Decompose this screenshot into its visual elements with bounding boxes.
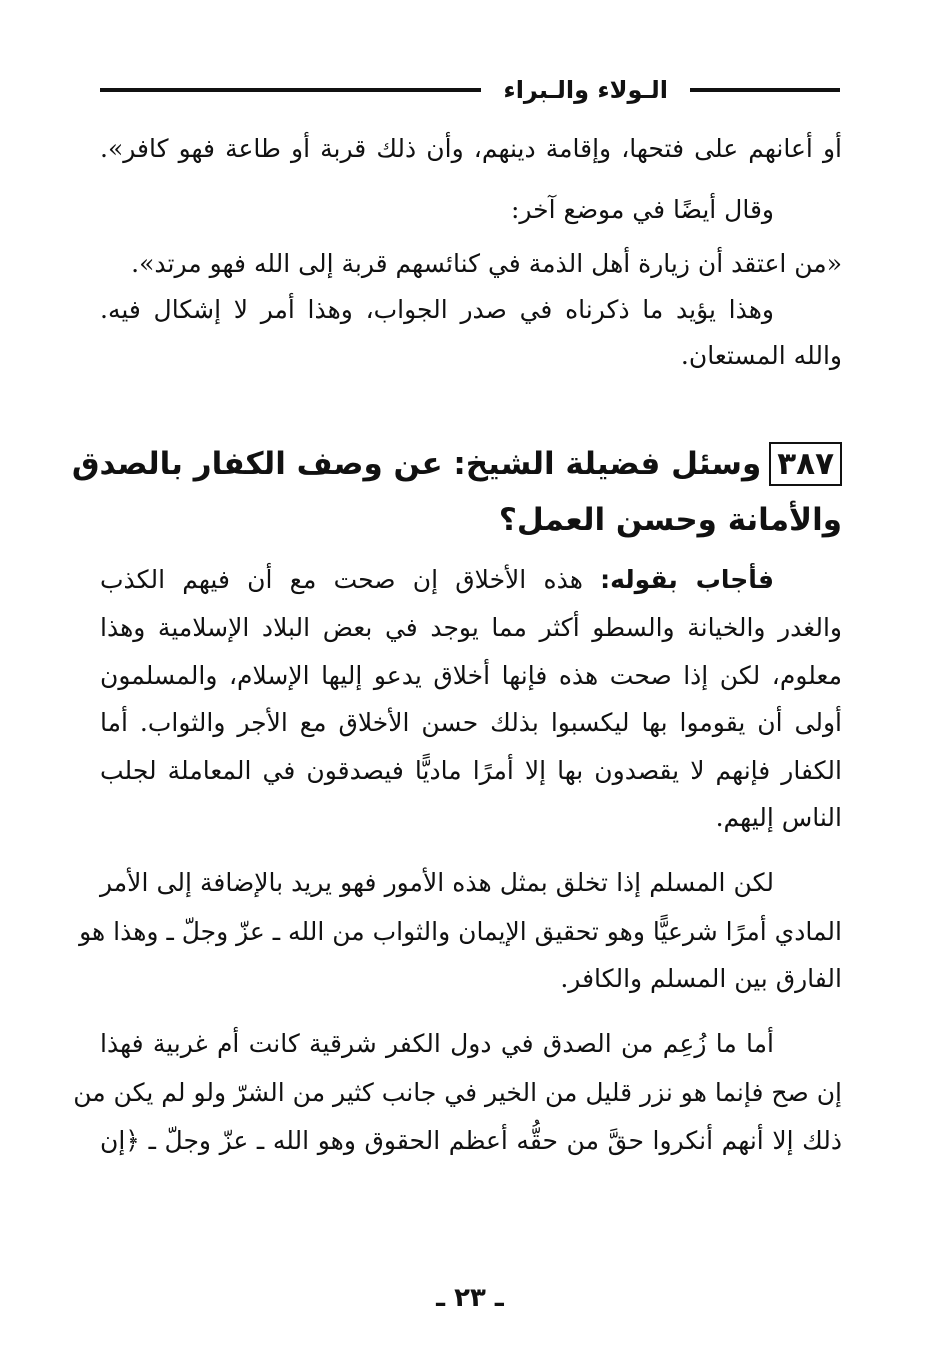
running-header: [100, 70, 840, 110]
page-number: ـ ٢٣ ـ: [436, 1283, 504, 1313]
question-heading-line-1: [71, 438, 842, 490]
paragraph2-line-2: المادي أمرًا شرعيًّا وهو تحقيق الإيمان والثواب من الله ـ عزّ وجلّ ـ وهذا هو: [79, 917, 842, 946]
intro-line-4: وهذا يؤيد ما ذكرناه في صدر الجواب، وهذا أمر لا إشكال فيه.: [100, 295, 774, 324]
answer-line-3: معلوم، لكن إذا صحت هذه فإنها أخلاق يدعو إليها الإسلام، والمسلمون: [100, 661, 842, 690]
answer-line-5: الكفار فإنهم لا يقصدون بها إلا أمرًا ماديًّا فيصدقون في المعاملة لجلب: [100, 756, 842, 785]
header-rule-left: [100, 88, 481, 92]
answer-line-4: أولى أن يقوموا بها ليكسبوا بذلك حسن الأخلاق مع الأجر والثواب. أما: [100, 708, 842, 737]
paragraph3-line-1: أما ما زُعِم من الصدق في دول الكفر شرقية كانت أم غربية فهذا: [100, 1029, 774, 1058]
answer-label: فأجاب بقوله:: [600, 565, 774, 594]
paragraph3-line-3: ذلك إلا أنهم أنكروا حقَّ من حقُّه أعظم الحقوق وهو الله ـ عزّ وجلّ ـ ﴿إن: [100, 1126, 842, 1155]
header-rule-right: [690, 88, 840, 92]
paragraph3-line-2: إن صح فإنما هو نزر قليل من الخير في جانب كثير من الشرّ ولو لم يكن من: [73, 1078, 842, 1107]
answer-line-1: [100, 558, 842, 602]
question-number: ٣٨٧: [769, 442, 842, 486]
question-text-line-1: وسئل فضيلة الشيخ: عن وصف الكفار بالصدق: [71, 446, 762, 482]
paragraph2-line-1: لكن المسلم إذا تخلق بمثل هذه الأمور فهو يريد بالإضافة إلى الأمر: [100, 868, 774, 897]
intro-line-1: أو أعانهم على فتحها، وإقامة دينهم، وأن ذلك قربة أو طاعة فهو كافر».: [100, 134, 842, 163]
paragraph2-line-3: الفارق بين المسلم والكافر.: [560, 964, 842, 993]
intro-line-2: وقال أيضًا في موضع آخر:: [510, 195, 774, 224]
answer-first-line-text: هذه الأخلاق إن صحت مع أن فيهم الكذب: [100, 565, 583, 594]
intro-line-5: والله المستعان.: [680, 341, 842, 370]
answer-line-6: الناس إليهم.: [715, 803, 842, 832]
question-heading-line-2: والأمانة وحسن العمل؟: [498, 502, 842, 538]
header-title: الـولاء والـبراء: [503, 76, 668, 104]
answer-line-2: والغدر والخيانة والسطو أكثر مما يوجد في بعض البلاد الإسلامية وهذا: [100, 613, 842, 642]
intro-line-3: «من اعتقد أن زيارة أهل الذمة في كنائسهم قربة إلى الله فهو مرتد».: [131, 249, 842, 278]
